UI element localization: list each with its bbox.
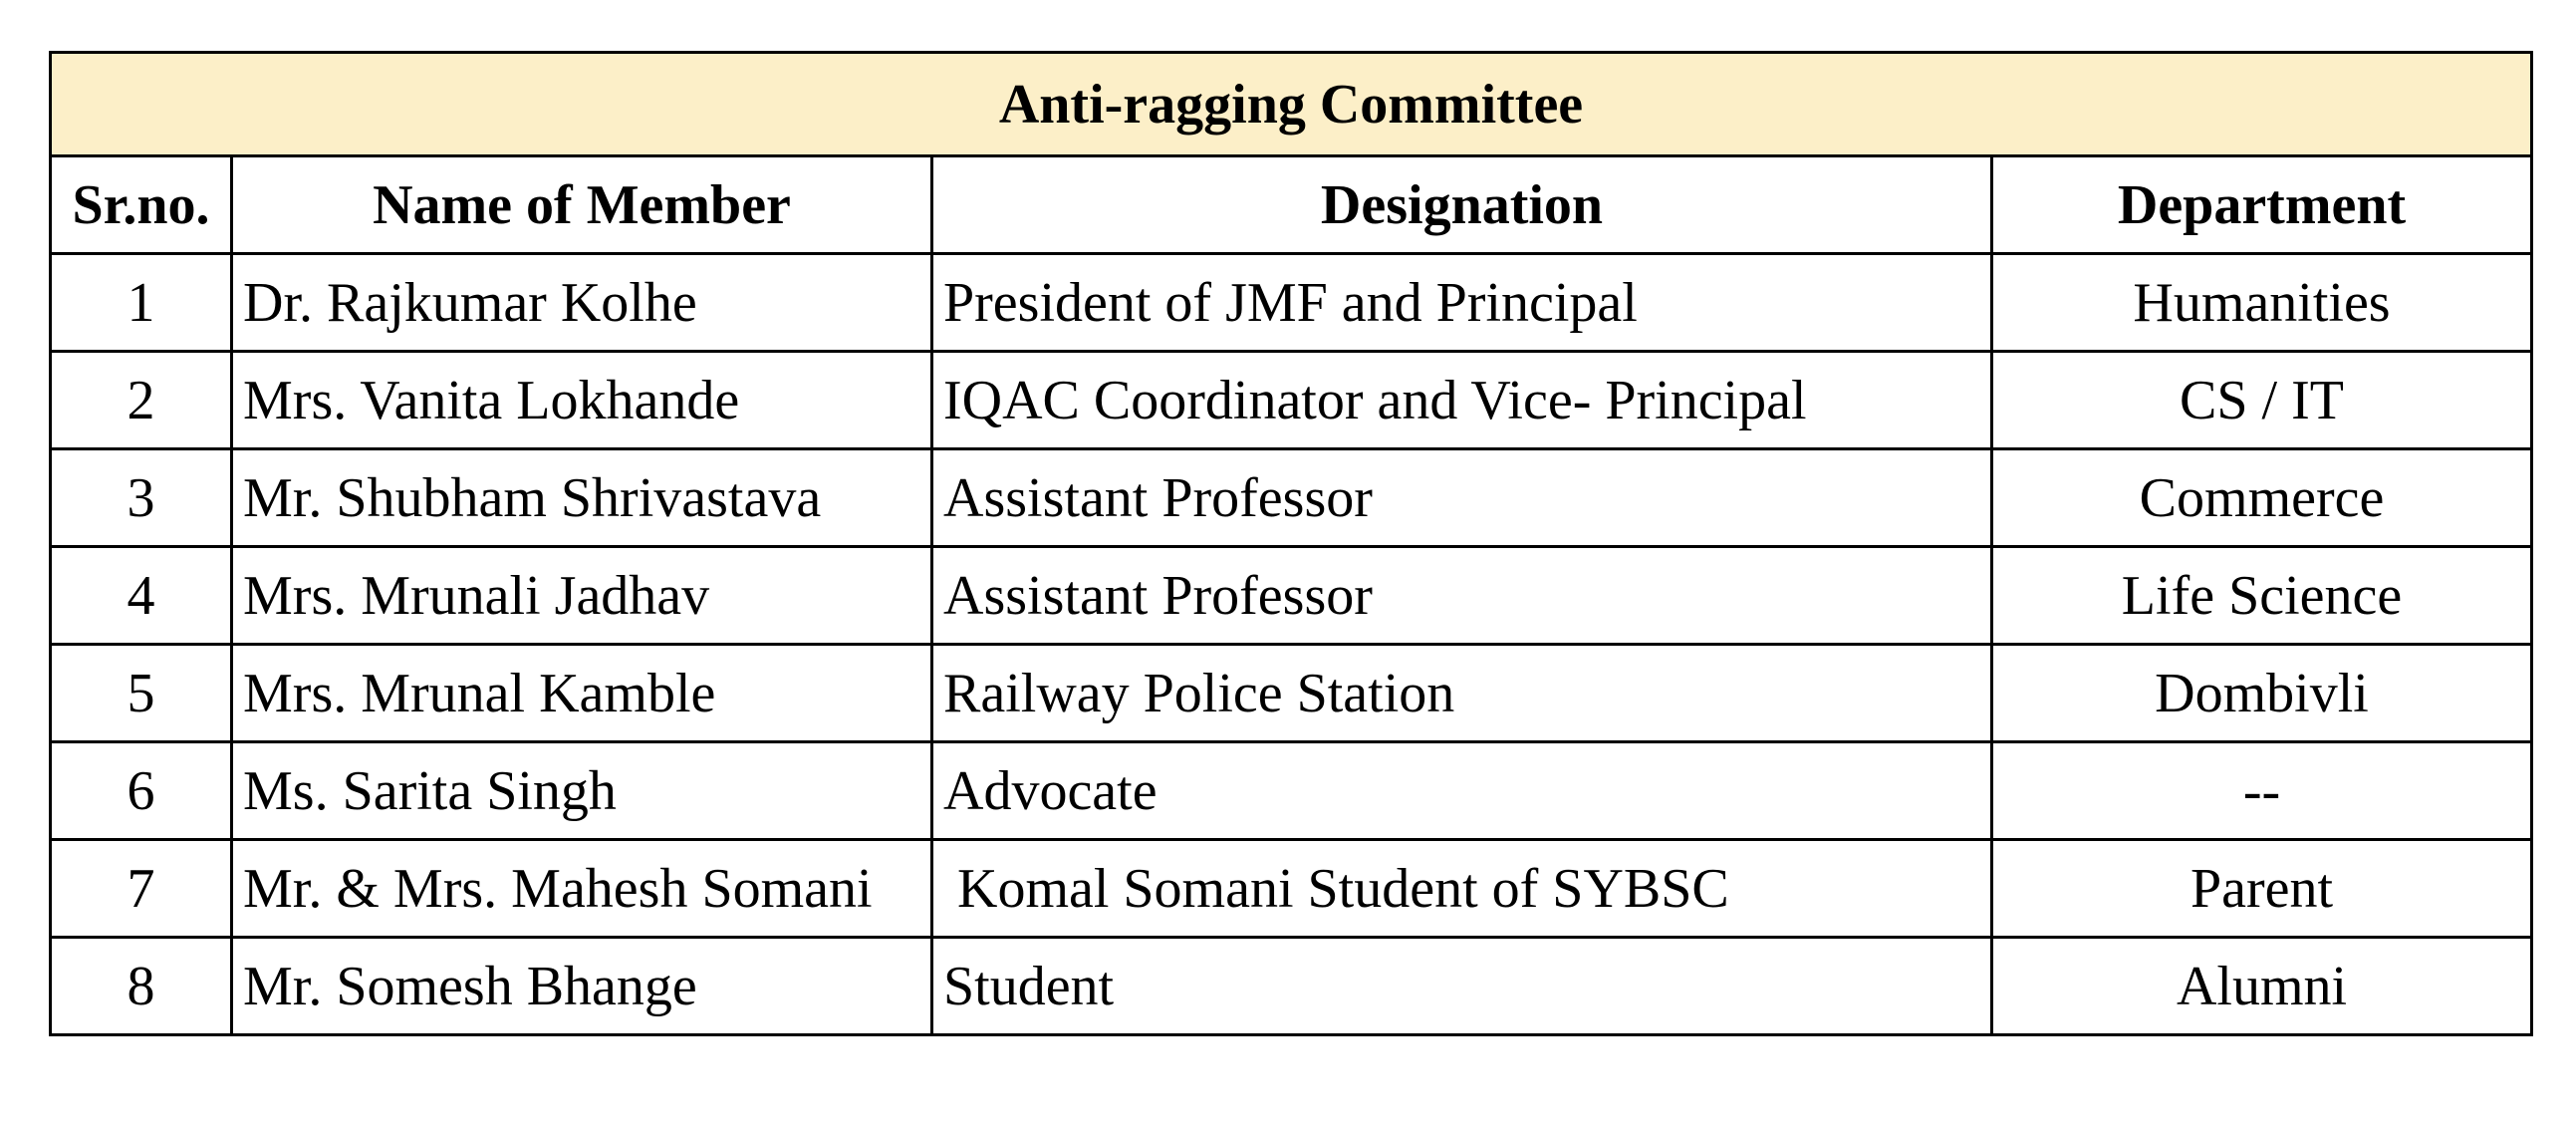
table-row xyxy=(51,352,2532,449)
header-name-of-member: Name of Member xyxy=(232,156,932,254)
cell-sr-no: 3 xyxy=(51,449,232,547)
table-title: Anti-ragging Committee xyxy=(51,53,2532,156)
cell-sr-no: 6 xyxy=(51,742,232,840)
cell-sr-no: 7 xyxy=(51,840,232,938)
cell-designation: Assistant Professor xyxy=(932,547,1992,645)
table-row xyxy=(51,547,2532,645)
cell-designation: Komal Somani Student of SYBSC xyxy=(932,840,1992,938)
cell-designation: Advocate xyxy=(932,742,1992,840)
cell-department: Alumni xyxy=(1992,938,2532,1035)
header-department: Department xyxy=(1992,156,2532,254)
cell-member-name: Dr. Rajkumar Kolhe xyxy=(232,254,932,352)
cell-member-name: Mrs. Mrunali Jadhav xyxy=(232,547,932,645)
cell-sr-no: 2 xyxy=(51,352,232,449)
table-row xyxy=(51,742,2532,840)
cell-designation: Student xyxy=(932,938,1992,1035)
cell-member-name: Ms. Sarita Singh xyxy=(232,742,932,840)
cell-department: CS / IT xyxy=(1992,352,2532,449)
cell-department: Dombivli xyxy=(1992,645,2532,742)
cell-sr-no: 1 xyxy=(51,254,232,352)
table-row xyxy=(51,938,2532,1035)
table-row xyxy=(51,254,2532,352)
table-row xyxy=(51,645,2532,742)
cell-member-name: Mr. & Mrs. Mahesh Somani xyxy=(232,840,932,938)
cell-member-name: Mrs. Mrunal Kamble xyxy=(232,645,932,742)
anti-ragging-committee-table xyxy=(49,51,2533,1036)
cell-designation: Railway Police Station xyxy=(932,645,1992,742)
cell-sr-no: 5 xyxy=(51,645,232,742)
cell-designation: Assistant Professor xyxy=(932,449,1992,547)
cell-department: Humanities xyxy=(1992,254,2532,352)
cell-department: -- xyxy=(1992,742,2532,840)
cell-member-name: Mrs. Vanita Lokhande xyxy=(232,352,932,449)
table-row xyxy=(51,840,2532,938)
cell-designation: President of JMF and Principal xyxy=(932,254,1992,352)
header-sr-no: Sr.no. xyxy=(51,156,232,254)
title-row xyxy=(51,53,2532,156)
header-designation: Designation xyxy=(932,156,1992,254)
table-row xyxy=(51,449,2532,547)
cell-department: Parent xyxy=(1992,840,2532,938)
cell-member-name: Mr. Somesh Bhange xyxy=(232,938,932,1035)
cell-department: Life Science xyxy=(1992,547,2532,645)
header-row xyxy=(51,156,2532,254)
cell-sr-no: 4 xyxy=(51,547,232,645)
cell-department: Commerce xyxy=(1992,449,2532,547)
cell-sr-no: 8 xyxy=(51,938,232,1035)
cell-designation: IQAC Coordinator and Vice- Principal xyxy=(932,352,1992,449)
cell-member-name: Mr. Shubham Shrivastava xyxy=(232,449,932,547)
